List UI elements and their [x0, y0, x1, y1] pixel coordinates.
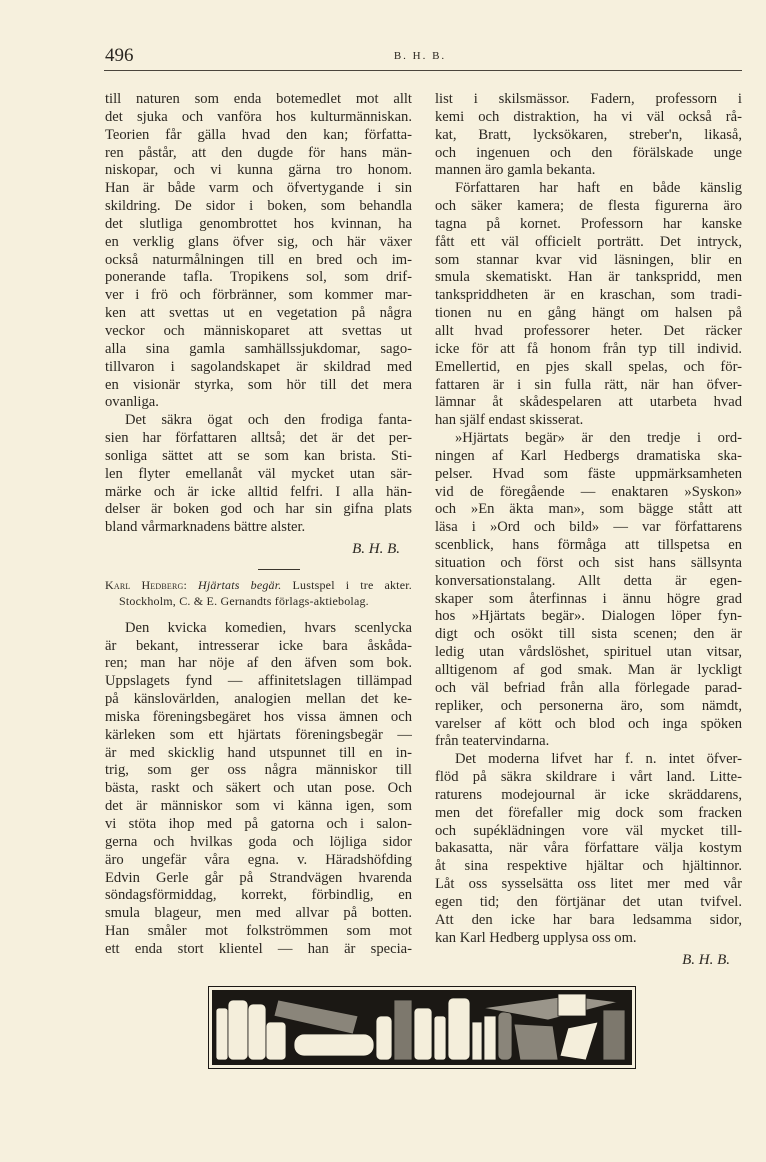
text-line: ponerande tafla. Tropikens sol, som drif- — [105, 269, 412, 286]
text-line: tillvaron i sagolandskapet är skildrad med — [105, 358, 412, 375]
text-line: trig, som ger oss några människor till — [105, 762, 412, 779]
text-line: kat, Bratt, lycksökaren, streber'n, likaså, — [435, 126, 742, 143]
text-line: ningen af Karl Hedbergs dramatiska ska- — [435, 447, 742, 464]
text-line: bland vårmarknadens bättre alster. — [105, 519, 306, 536]
text-line: »Hjärtats begär» är den tredje i ord- — [455, 430, 742, 447]
text-line: ren påstår, att den dugde för hans män- — [105, 144, 412, 161]
text-line: det sjuka och vanföra hos kulturmänniskan. — [105, 108, 412, 125]
text-line: gerna och hvilkas goda och löjliga sidor — [105, 833, 412, 850]
text-line: vi stöta ihop med på gatorna och i salon- — [105, 815, 412, 832]
text-line: en verklig glans öfver sig, och här växer — [105, 233, 412, 250]
paragraph — [105, 412, 412, 537]
text-line: äro ungefär våra egna. v. Häradshöfding — [105, 851, 412, 868]
text-line: Emellertid, en pjes skall spelas, och för- — [435, 358, 742, 375]
citation-details: Lustspel i tre akter. Stockholm, C. & E. Gernandts förlags-aktiebolag. — [119, 578, 412, 608]
text-line: fått ett väl officielt porträtt. Det intryck, — [435, 233, 742, 250]
text-line: ledig utan vårdslöshet, spirituel utan vitsar, — [435, 644, 742, 661]
book-citation — [105, 578, 412, 610]
text-line: söndagsförmiddag, korrekt, förbindlig, en — [105, 887, 412, 904]
text-line: läsa i »Ord och bild» — var författarens — [435, 519, 742, 536]
text-line: Uppslagets fynd — affinitetslagen tillämpad — [105, 673, 412, 690]
text-line: tankspriddheten är en kraschan, som tradi- — [435, 287, 742, 304]
section-divider — [258, 569, 300, 570]
text-line: tagna på kornet. Professorn har kanske — [435, 215, 742, 232]
page-number: 496 — [105, 45, 134, 66]
text-line: repliker, och personerna äro, som nämdt, — [435, 697, 742, 714]
text-line: hos »Hjärtats begär». Dialogen löper fyn- — [435, 608, 742, 625]
text-line: mannen äro gamla bekanta. — [435, 162, 596, 179]
text-line: skaper som återfinnas i ännu högre grad — [435, 590, 742, 607]
text-line: smula blageur, men med allvar på botten. — [105, 905, 412, 922]
text-line: konversationstalang. Allt detta är egen- — [435, 572, 742, 589]
running-head: B. H. B. — [393, 50, 447, 62]
text-line: Edvin Gerle går på Strandvägen hvarenda — [105, 869, 412, 886]
bookshelf-vignette — [208, 986, 636, 1069]
text-line: ren; man har nöje af den äfven som bok. — [105, 655, 412, 672]
text-line: situation och först och sist hans sällsynta — [435, 554, 742, 571]
text-line: Han är både varm och öfvertygande i sin — [105, 180, 412, 197]
text-line: Att den icke har bara ledsamma sidor, — [435, 911, 742, 928]
text-line: skildring. De sidor i boken, som behandla — [105, 198, 412, 215]
text-line: sien har författaren alltså; det är det per- — [105, 430, 412, 447]
text-line: är med skicklig hand utspunnet till en in- — [105, 744, 412, 761]
text-line: Teorien får gälla hvad den kan; författa- — [105, 126, 412, 143]
paragraph — [105, 620, 412, 959]
right-column — [435, 91, 742, 970]
paragraph — [105, 91, 412, 412]
text-line: lämnar åt skådespelaren att utarbeta hvad — [435, 394, 742, 411]
text-line: och »En äkta man», som bägge stått att — [435, 501, 742, 518]
text-line: han själf endast skisserat. — [435, 412, 584, 429]
text-line: ken att svettas ut en vegetation på några — [105, 305, 412, 322]
text-line: allt hvad professorer heter. Det räcker — [435, 322, 742, 339]
text-line: också naturmålningen till en bred och im- — [105, 251, 412, 268]
text-line: egen tid; den förtjänar det utan tvifvel. — [435, 893, 742, 910]
text-line: alla sina gamla samhällssjukdomar, sago- — [105, 340, 412, 357]
text-line: kärleken som ett hjärtats föreningsbegär — — [105, 726, 412, 743]
text-line: åt sina respektive hjältar och hjältinnor. — [435, 858, 742, 875]
text-line: alltigenom af god smak. Man är lyckligt — [435, 662, 742, 678]
text-line: smula skematiskt. Han är tankspridd, men — [435, 269, 742, 286]
text-line: vid de föregående — enaktaren »Syskon» — [435, 483, 742, 500]
text-line: scenblick, hans förmåga att tillspetsa en — [435, 537, 742, 554]
text-line: det slutliga genombrottet hos kvinnan, ha — [105, 215, 412, 232]
text-line: niskopar, och vi kunna gärna tro honom. — [105, 162, 412, 179]
text-line: Den kvicka komedien, hvars scenlycka — [125, 619, 412, 636]
paragraph — [435, 91, 742, 180]
text-line: bästa, raskt och säkert och utan pose. Och — [105, 780, 412, 797]
text-line: från teatervindarna. — [435, 733, 550, 750]
text-line: är bekant, intresserar icke bara åskåda- — [105, 637, 412, 654]
citation-title: Hjärtats begär. — [198, 578, 282, 593]
paragraph — [435, 751, 742, 947]
text-line: bakasatta, när våra författare välja kostym — [435, 840, 742, 857]
text-line: och supéklädningen vore väl mycket till- — [435, 822, 742, 839]
text-line: och säker kamera; de flesta figurerna äro — [435, 198, 742, 215]
text-line: veckor och människoparet att svettas ut — [105, 322, 412, 339]
text-line: det är människor som vi känna igen, som — [105, 798, 412, 815]
text-line: list i skilsmässor. Fadern, professorn i — [435, 91, 742, 107]
text-line: len flyter emellanåt väl mycket utan sär- — [105, 465, 412, 482]
text-line: kan Karl Hedberg upplysa oss om. — [435, 929, 637, 946]
text-line: kemi och distraktion, ha vi väl också rå- — [435, 108, 742, 125]
review-signature: B. H. B. — [682, 951, 730, 968]
text-line: pelser. Hvad som fäste uppmärksamheten — [435, 465, 742, 482]
review-signature: B. H. B. — [352, 541, 400, 558]
text-line: Det säkra ögat och den frodiga fanta- — [125, 412, 412, 429]
left-column — [105, 91, 412, 959]
citation-author: Karl Hedberg: — [105, 578, 188, 593]
text-line: på känslovärlden, analogien mellan det ke- — [105, 691, 412, 708]
text-line: ett enda stort klientel — han är specia- — [105, 940, 412, 957]
text-line: tionen nu en gång hängt om halsen på — [435, 305, 742, 322]
text-line: digt och osökt till sista scenen; den är — [435, 626, 742, 643]
text-line: Han småler mot folkströmmen som mot — [105, 923, 412, 940]
text-line: flöd på säkra skildrare i vårt land. Litte- — [435, 769, 742, 786]
text-line: ovanliga. — [105, 394, 159, 411]
paragraph — [435, 430, 742, 751]
text-line: och ingenuen och den förälskade unge — [435, 144, 742, 161]
text-line: delser är boken god och har sin gifna plats — [105, 501, 412, 518]
text-line: Låt oss sysselsätta oss litet mer med vår — [435, 876, 742, 893]
text-line: sonliga sättet att se som kan brista. Sti- — [105, 447, 412, 464]
header-rule — [104, 70, 742, 71]
text-line: en visionär styrka, som hör till det mera — [105, 376, 412, 393]
text-line: Det moderna lifvet har f. n. intet öfver- — [455, 751, 742, 768]
text-line: raturens modejournal är icke skräddarens, — [435, 786, 742, 803]
text-line: och väl befriad från alla förlegade parad- — [435, 679, 742, 696]
text-line: märke och är icke alltid felfri. I alla hän- — [105, 483, 412, 500]
text-line: men det förefaller mig dock som fracken — [435, 804, 742, 821]
text-line: varelser af kött och blod och inga spöken — [435, 715, 742, 732]
text-line: som stannar kvar vid läsningen, blir en — [435, 251, 742, 268]
text-line: icke för att få honom från typ till individ. — [435, 340, 742, 357]
text-line: Författaren har haft en både känslig — [455, 180, 742, 197]
paragraph — [435, 180, 742, 430]
text-line: ver i frö och förbränner, som kommer mar- — [105, 287, 412, 304]
text-line: miska föreningsbegäret hos vissa ämnen och — [105, 708, 412, 725]
text-line: fattaren är i sin fulla rätt, när han öfver- — [435, 376, 742, 393]
text-line: till naturen som enda botemedlet mot allt — [105, 91, 412, 107]
